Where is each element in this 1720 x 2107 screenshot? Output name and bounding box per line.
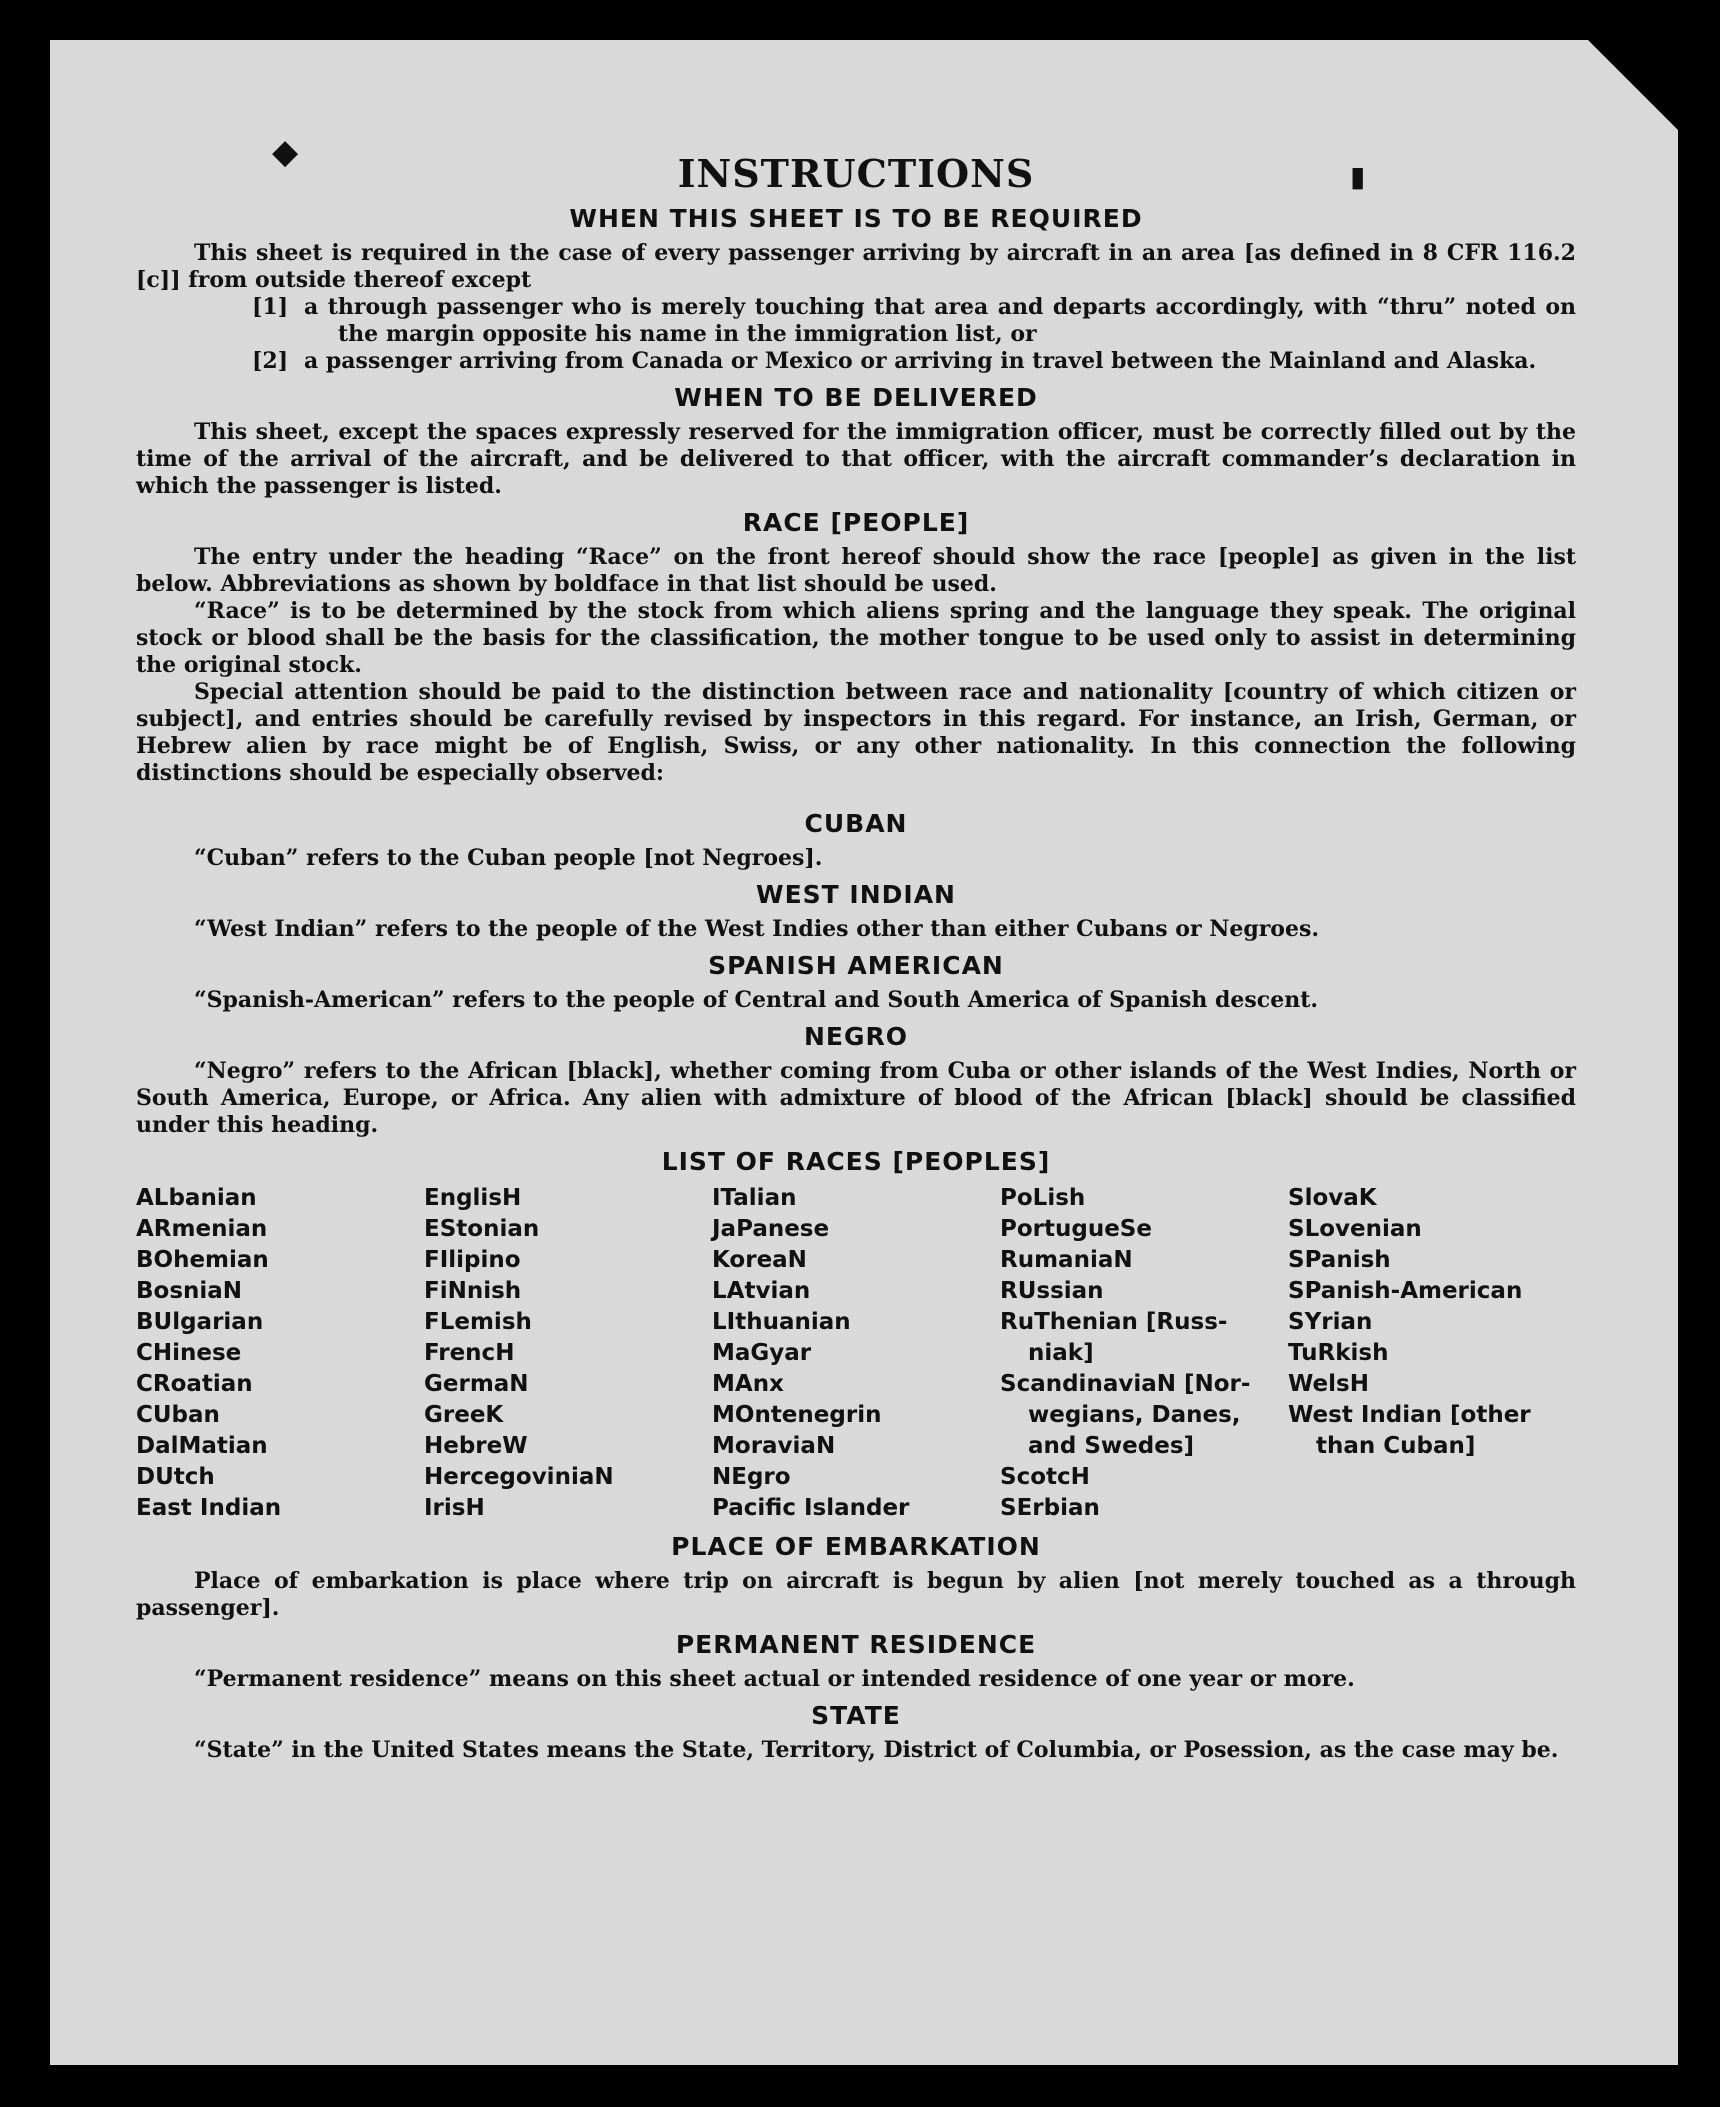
race-item: WelsH xyxy=(1288,1371,1369,1397)
folded-corner xyxy=(1588,40,1678,130)
section-heading-cuban: CUBAN xyxy=(804,809,908,838)
race-item: DUtch xyxy=(136,1464,215,1490)
negro-text: “Negro” refers to the African [black], whether coming from Cuba or other islands of the West Indies, North or South America, Europe, or Africa. Any alien with admixture of blood of the African [black] should be classified under this heading. xyxy=(136,1058,1576,1138)
section-heading-state: STATE xyxy=(811,1701,901,1730)
race-item: Pacific Islander xyxy=(712,1495,910,1521)
race-item: DalMatian xyxy=(136,1433,268,1459)
race-item: SlovaK xyxy=(1288,1185,1377,1211)
instructions-content xyxy=(136,152,1576,1764)
race-item: SPanish-American xyxy=(1288,1278,1523,1304)
race-paragraph: “Race” is to be determined by the stock from which aliens spring and the language they speak. The original stock or blood shall be the basis for the classification, the mother tongue to be used only to assist in determining the original stock. xyxy=(136,598,1576,678)
race-item: NEgro xyxy=(712,1464,791,1490)
race-item: JaPanese xyxy=(712,1216,830,1242)
race-item: RuThenian [Russ- xyxy=(1000,1309,1228,1335)
race-column-5 xyxy=(1288,1183,1576,1524)
race-item: SYrian xyxy=(1288,1309,1373,1335)
section-heading-race: RACE [PEOPLE] xyxy=(742,508,970,537)
ink-mark: ▮ xyxy=(1350,160,1366,193)
race-item: CHinese xyxy=(136,1340,242,1366)
race-item: MAnx xyxy=(712,1371,784,1397)
race-item: ScotcH xyxy=(1000,1464,1090,1490)
race-item: MoraviaN xyxy=(712,1433,836,1459)
race-item: West Indian [other xyxy=(1288,1402,1531,1428)
race-item: SErbian xyxy=(1000,1495,1100,1521)
ink-mark: ◆ xyxy=(272,132,299,172)
race-item: SPanish xyxy=(1288,1247,1391,1273)
race-item: BOhemian xyxy=(136,1247,269,1273)
race-item: HercegoviniaN xyxy=(424,1464,614,1490)
race-item: EnglisH xyxy=(424,1185,522,1211)
race-item-continued: and Swedes] xyxy=(1028,1433,1195,1459)
page-title: INSTRUCTIONS xyxy=(677,151,1035,196)
residence-text: “Permanent residence” means on this sheet actual or intended residence of one year or more. xyxy=(194,1666,1355,1692)
race-item: HebreW xyxy=(424,1433,528,1459)
race-item: KoreaN xyxy=(712,1247,807,1273)
race-item-continued: niak] xyxy=(1028,1340,1094,1366)
race-item: ScandinaviaN [Nor- xyxy=(1000,1371,1251,1397)
west-indian-text: “West Indian” refers to the people of the West Indies other than either Cubans or Negroes. xyxy=(194,916,1320,942)
exception-text: a through passenger who is merely touching that area and departs accordingly, with “thru” noted on the margin opposite his name in the immigration list, or xyxy=(304,294,1576,347)
section-heading-delivered: WHEN TO BE DELIVERED xyxy=(674,383,1038,412)
exception-text: a passenger arriving from Canada or Mexico or arriving in travel between the Mainland and Alaska. xyxy=(304,348,1537,374)
race-paragraph: The entry under the heading “Race” on the front hereof should show the race [people] as given in the list below. Abbreviations as shown by boldface in that list should be used. xyxy=(136,544,1576,597)
cuban-text: “Cuban” refers to the Cuban people [not Negroes]. xyxy=(194,845,823,871)
race-column-4 xyxy=(1000,1183,1288,1524)
race-item: SLovenian xyxy=(1288,1216,1422,1242)
race-item: BosniaN xyxy=(136,1278,243,1304)
race-item: FIlipino xyxy=(424,1247,521,1273)
exception-number: [2] xyxy=(252,348,289,374)
race-item: CRoatian xyxy=(136,1371,253,1397)
race-item: PoLish xyxy=(1000,1185,1086,1211)
race-item: PortugueSe xyxy=(1000,1216,1152,1242)
race-item-continued: than Cuban] xyxy=(1316,1433,1476,1459)
race-item: IrisH xyxy=(424,1495,485,1521)
exception-item xyxy=(252,348,1576,375)
delivered-text: This sheet, except the spaces expressly reserved for the immigration officer, must be correctly filled out by the time of the arrival of the aircraft, and be delivered to that officer, with the aircraft commander’s declaration in which the passenger is listed. xyxy=(136,419,1576,499)
race-paragraph: Special attention should be paid to the distinction between race and nationality [country of which citizen or subject], and entries should be carefully revised by inspectors in this regard. For instance, an Irish, German, or Hebrew alien by race might be of English, Swiss, or any other nationality. In this connection the following distinctions should be especially observed: xyxy=(136,679,1576,786)
race-column-2 xyxy=(424,1183,712,1524)
race-item: CUban xyxy=(136,1402,220,1428)
section-heading-west-indian: WEST INDIAN xyxy=(756,880,956,909)
race-column-1 xyxy=(136,1183,424,1524)
embarkation-text: Place of embarkation is place where trip on aircraft is begun by alien [not merely touched as a through passenger]. xyxy=(136,1568,1576,1621)
exception-item xyxy=(252,294,1576,348)
race-item: East Indian xyxy=(136,1495,282,1521)
race-item-continued: wegians, Danes, xyxy=(1028,1402,1241,1428)
race-item: RUssian xyxy=(1000,1278,1104,1304)
race-item: GermaN xyxy=(424,1371,529,1397)
section-heading-list: LIST OF RACES [PEOPLES] xyxy=(661,1147,1051,1176)
race-item: BUlgarian xyxy=(136,1309,264,1335)
document-page xyxy=(50,40,1678,2065)
race-item: FrencH xyxy=(424,1340,515,1366)
race-item: MaGyar xyxy=(712,1340,812,1366)
spanish-american-text: “Spanish-American” refers to the people of Central and South America of Spanish descent. xyxy=(194,987,1319,1013)
race-item: LAtvian xyxy=(712,1278,811,1304)
exception-number: [1] xyxy=(252,294,289,320)
race-item: MOntenegrin xyxy=(712,1402,882,1428)
state-text: “State” in the United States means the State, Territory, District of Columbia, or Posession, as the case may be. xyxy=(194,1737,1559,1763)
section-heading-embarkation: PLACE OF EMBARKATION xyxy=(671,1532,1041,1561)
race-item: TuRkish xyxy=(1288,1340,1389,1366)
section-heading-required: WHEN THIS SHEET IS TO BE REQUIRED xyxy=(569,204,1143,233)
race-item: LIthuanian xyxy=(712,1309,851,1335)
race-item: EStonian xyxy=(424,1216,540,1242)
section-heading-spanish-american: SPANISH AMERICAN xyxy=(708,951,1004,980)
race-list xyxy=(136,1183,1576,1524)
section-heading-residence: PERMANENT RESIDENCE xyxy=(675,1630,1037,1659)
race-item: FLemish xyxy=(424,1309,532,1335)
section-heading-negro: NEGRO xyxy=(803,1022,909,1051)
race-item: FiNnish xyxy=(424,1278,522,1304)
race-item: ARmenian xyxy=(136,1216,268,1242)
race-item: ALbanian xyxy=(136,1185,257,1211)
race-column-3 xyxy=(712,1183,1000,1524)
race-item: ITalian xyxy=(712,1185,797,1211)
race-item: RumaniaN xyxy=(1000,1247,1133,1273)
race-item: GreeK xyxy=(424,1402,504,1428)
required-intro: This sheet is required in the case of every passenger arriving by aircraft in an area [as defined in 8 CFR 116.2 [c]] from outside thereof except xyxy=(136,240,1576,293)
